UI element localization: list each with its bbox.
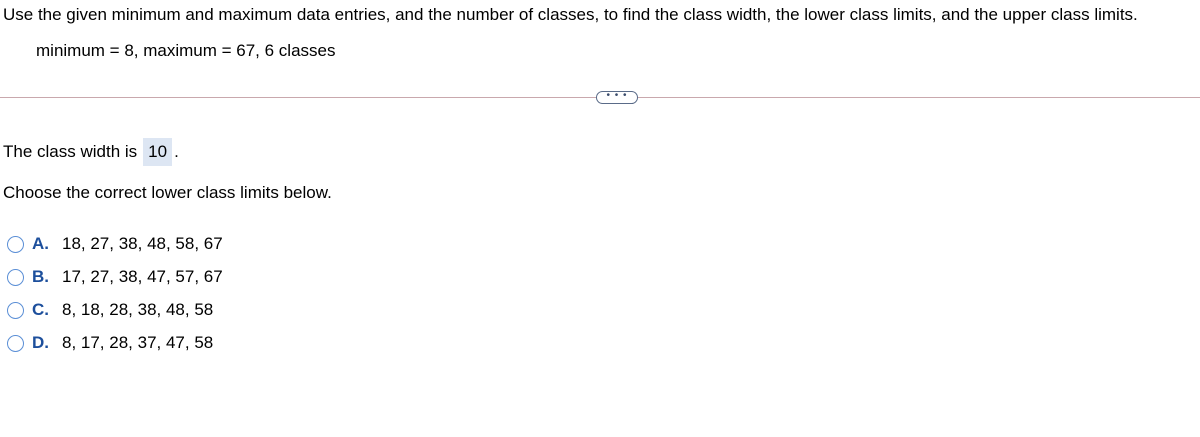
option-d[interactable] [7, 332, 213, 354]
option-c[interactable] [7, 299, 213, 321]
radio-button-icon[interactable] [7, 269, 24, 286]
more-options-button[interactable] [596, 91, 638, 104]
given-values: minimum = 8, maximum = 67, 6 classes [36, 41, 336, 60]
option-letter: C. [32, 300, 49, 319]
option-text: 18, 27, 38, 48, 58, 67 [62, 234, 223, 253]
option-letter: A. [32, 234, 49, 253]
option-text: 17, 27, 38, 47, 57, 67 [62, 267, 223, 286]
question-prompt: Use the given minimum and maximum data entries, and the number of classes, to find the class width, the lower class limits, and the upper class limits. [3, 5, 1138, 24]
radio-button-icon[interactable] [7, 236, 24, 253]
option-a[interactable] [7, 233, 223, 255]
radio-button-icon[interactable] [7, 335, 24, 352]
class-width-statement [3, 138, 179, 166]
class-width-period: . [174, 142, 179, 161]
ellipsis-icon: • • • [606, 89, 628, 101]
option-text: 8, 17, 28, 37, 47, 58 [62, 333, 214, 352]
option-letter: B. [32, 267, 49, 286]
radio-button-icon[interactable] [7, 302, 24, 319]
option-text: 8, 18, 28, 38, 48, 58 [62, 300, 214, 319]
class-width-answer[interactable]: 10 [143, 138, 172, 166]
lower-limits-prompt: Choose the correct lower class limits below. [3, 183, 332, 202]
class-width-label: The class width is [3, 142, 138, 161]
option-b[interactable] [7, 266, 223, 288]
option-letter: D. [32, 333, 49, 352]
